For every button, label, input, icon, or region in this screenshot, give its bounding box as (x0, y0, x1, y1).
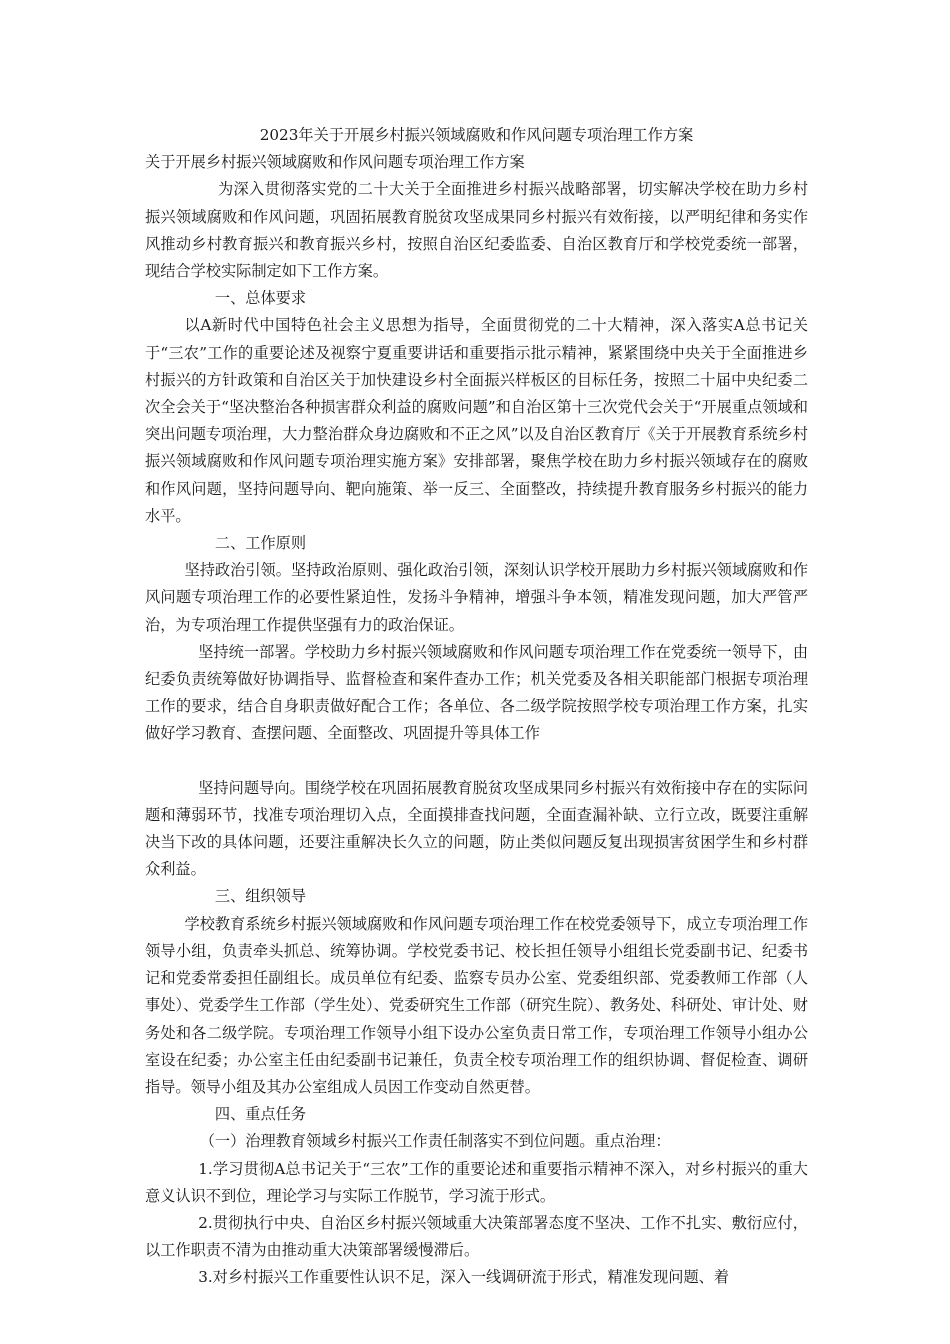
paragraph-organization: 学校教育系统乡村振兴领域腐败和作风问题专项治理工作在校党委领导下，成立专项治理工作领导小组，负责牵头抓总、统筹协调。学校党委书记、校长担任领导小组组长党委副书记、纪委书记和党委常委担任副组长。成员单位有纪委、监察专员办公室、党委组织部、党委教师工作部（人事处）、党委学生工作部（学生处）、党委研究生工作部（研究生院）、教务处、科研处、审计处、财务处和各二级学院。专项治理工作领导小组下设办公室负责日常工作，专项治理工作领导小组办公室设在纪委；办公室主任由纪委副书记兼任，负责全校专项治理工作的组织协调、督促检查、调研指导。领导小组及其办公室组成人员因工作变动自然更替。 (145, 914, 808, 1096)
document-title: 2023年关于开展乡村振兴领域腐败和作风问题专项治理工作方案 (259, 126, 694, 144)
list-item: 1.学习贯彻A总书记关于“三农”工作的重要论述和重要指示精神不深入，对乡村振兴的重大意义认识不到位，理论学习与实际工作脱节，学习流于形式。 (145, 1159, 808, 1205)
paragraph-general-requirements: 以A新时代中国特色社会主义思想为指导，全面贯彻党的二十大精神，深入落实A总书记关于“三农”工作的重要论述及视察宁夏重要讲话和重要指示批示精神，紧紧围绕中央关于全面推进乡村振兴的方针政策和自治区关于加快建设乡村全面振兴样板区的目标任务，按照二十届中央纪委二次全会关于“坚决整治各种损害群众利益的腐败问题”和自治区第十三次党代会关于“开展重点领域和突出问题专项治理，大力整治群众身边腐败和不正之风”以及自治区教育厅《关于开展教育系统乡村振兴领域腐败和作风问题专项治理实施方案》安排部署，聚焦学校在助力乡村振兴领域存在的腐败和作风问题，坚持问题导向、靶向施策、举一反三、全面整改，持续提升教育服务乡村振兴的能力水平。 (145, 316, 808, 525)
paragraph-problem-orientation: 坚持问题导向。围绕学校在巩固拓展教育脱贫攻坚成果同乡村振兴有效衔接中存在的实际问题和薄弱环节，找准专项治理切入点，全面摸排查找问题，全面查漏补缺、立行立改，既要注重解决当下改的具体问题，还要注重解决长久立的问题，防止类似问题反复出现损害贫困学生和乡村群众利益。 (145, 778, 808, 879)
section-heading-organization: 三、组织领导 (214, 887, 307, 906)
section-heading-general-requirements: 一、总体要求 (214, 289, 307, 308)
list-item: 3.对乡村振兴工作重要性认识不足，深入一线调研流于形式，精准发现问题、着 (198, 1268, 730, 1287)
document-subtitle: 关于开展乡村振兴领域腐败和作风问题专项治理工作方案 (145, 153, 525, 172)
section-heading-key-tasks: 四、重点任务 (214, 1105, 307, 1124)
paragraph-gap (145, 748, 808, 775)
paragraph-political-leadership: 坚持政治引领。坚持政治原则、强化政治引领，深刻认识学校开展助力乡村振兴领域腐败和作风问题专项治理工作的必要性紧迫性，发扬斗争精神，增强斗争本领，精准发现问题，加大严管严治，为专项治理工作提供坚强有力的政治保证。 (145, 561, 808, 634)
paragraph-unified-deployment: 坚持统一部署。学校助力乡村振兴领域腐败和作风问题专项治理工作在党委统一领导下，由纪委负责统筹做好协调指导、监督检查和案件查办工作；机关党委及各相关职能部门根据专项治理工作的要求，结合自身职责做好配合工作；各单位、各二级学院按照学校专项治理工作方案，扎实做好学习教育、查摆问题、全面整改、巩固提升等具体工作 (145, 642, 808, 743)
intro-paragraph: 为深入贯彻落实党的二十大关于全面推进乡村振兴战略部署，切实解决学校在助力乡村振兴领域腐败和作风问题，巩固拓展教育脱贫攻坚成果同乡村振兴有效衔接，以严明纪律和务实作风推动乡村教育振兴和教育振兴乡村，按照自治区纪委监委、自治区教育厅和学校党委统一部署，现结合学校实际制定如下工作方案。 (145, 180, 808, 281)
subsection-heading-responsibility: （一）治理教育领域乡村振兴工作责任制落实不到位问题。重点治理： (199, 1132, 671, 1151)
document-page (145, 122, 808, 1292)
section-heading-work-principles: 二、工作原则 (214, 534, 307, 553)
list-item: 2.贯彻执行中央、自治区乡村振兴领域重大决策部署态度不坚决、工作不扎实、敷衍应付，以工作职责不清为由推动重大决策部署缓慢滞后。 (145, 1213, 808, 1260)
